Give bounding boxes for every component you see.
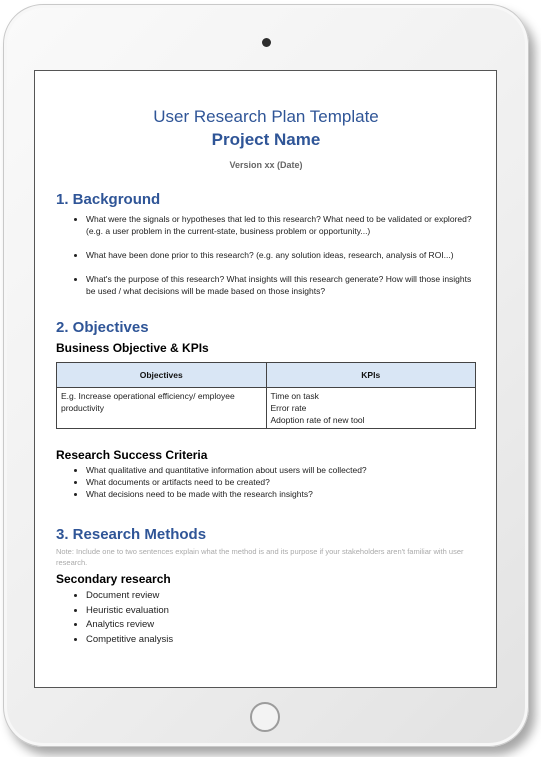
objectives-table xyxy=(56,362,476,429)
list-item: • What qualitative and quantitative information about users will be collected? xyxy=(86,464,476,476)
document-title: User Research Plan Template xyxy=(153,107,379,126)
objectives-heading: 2. Objectives xyxy=(56,319,149,336)
list-item: • Heuristic evaluation xyxy=(86,604,476,619)
methods-heading: 3. Research Methods xyxy=(56,526,207,543)
camera-icon xyxy=(262,38,271,47)
success-criteria-heading: Research Success Criteria xyxy=(56,448,208,462)
background-list xyxy=(56,213,476,297)
background-heading: 1. Background xyxy=(56,191,161,208)
table-row xyxy=(57,388,476,429)
tablet-frame xyxy=(3,4,529,747)
list-item: • What's the purpose of this research? What insights will this research generate? How will those insights be used / what decisions will be made based on those insights? xyxy=(86,273,476,297)
list-item: • What were the signals or hypotheses that led to this research? What need to be validated or explored? (e.g. a user problem in the current-state, business problem or opportunity...) xyxy=(86,213,476,237)
kpi-item: Time on task xyxy=(270,391,319,401)
list-item: • Analytics review xyxy=(86,618,476,633)
success-criteria-list xyxy=(56,464,476,500)
list-item: • What have been done prior to this research? (e.g. any solution ideas, research, analysis of ROI...) xyxy=(86,249,476,261)
kpi-item: Adoption rate of new tool xyxy=(270,415,365,425)
home-button[interactable] xyxy=(250,702,280,732)
kpi-item: Error rate xyxy=(270,403,307,413)
document-screen xyxy=(34,70,497,688)
secondary-research-list xyxy=(56,589,476,647)
methods-note: Note: Include one to two sentences explain what the method is and its purpose if your stakeholders aren't familiar with user research. xyxy=(56,547,464,567)
table-header-kpis: KPIs xyxy=(266,363,476,388)
list-item: • What decisions need to be made with the research insights? xyxy=(86,488,476,500)
table-cell-objective: E.g. Increase operational efficiency/ employee productivity xyxy=(57,388,267,429)
document-page xyxy=(56,71,476,647)
business-objective-heading: Business Objective & KPIs xyxy=(56,341,209,355)
table-header-row xyxy=(57,363,476,388)
project-name: Project Name xyxy=(211,130,321,149)
version-label: Version xx (Date) xyxy=(229,160,303,170)
table-header-objectives: Objectives xyxy=(57,363,267,388)
table-cell-kpis xyxy=(266,388,476,429)
list-item: • What documents or artifacts need to be created? xyxy=(86,476,476,488)
list-item: • Competitive analysis xyxy=(86,633,476,648)
secondary-research-heading: Secondary research xyxy=(56,572,171,586)
list-item: • Document review xyxy=(86,589,476,604)
